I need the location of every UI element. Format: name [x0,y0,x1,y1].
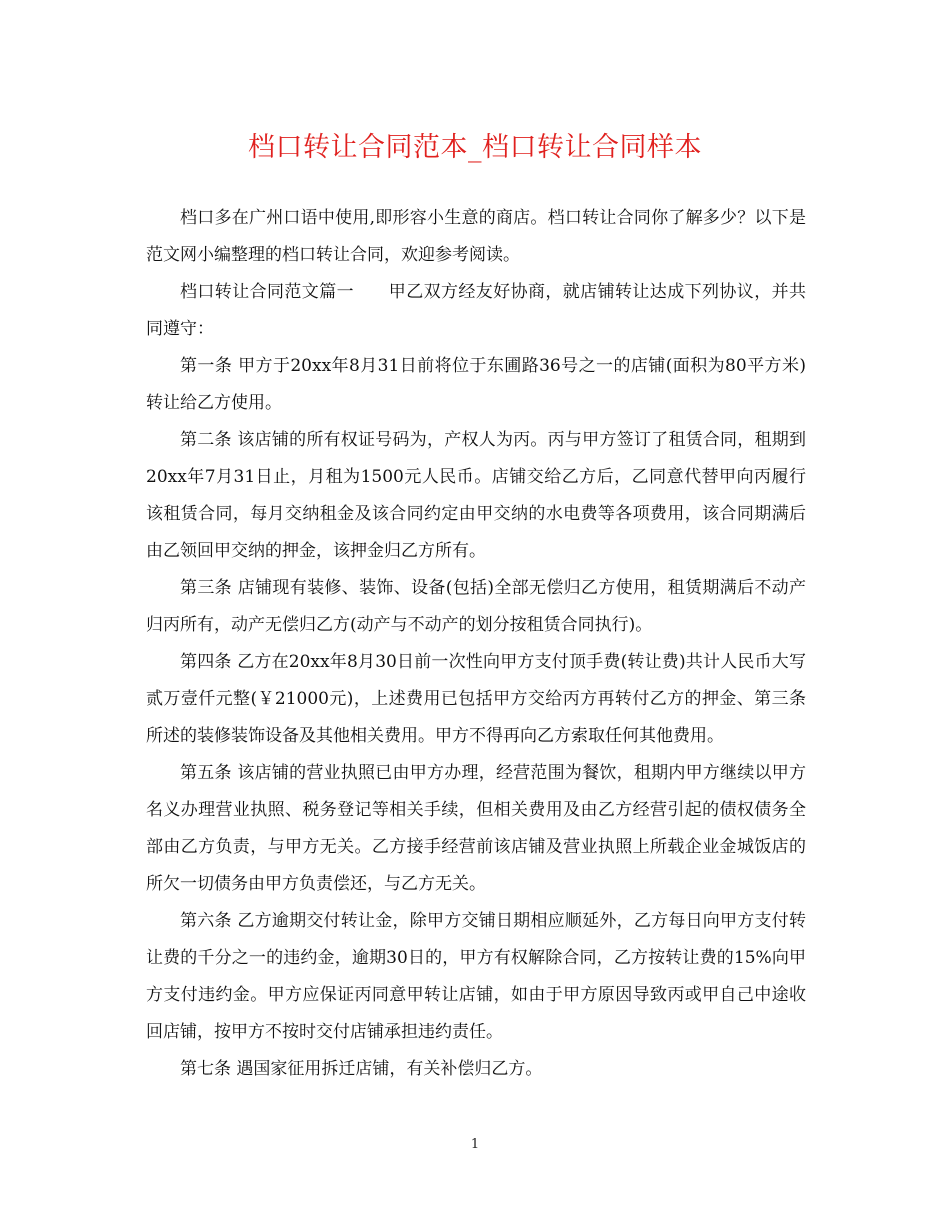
paragraph-article-7: 第七条 遇国家征用拆迁店铺，有关补偿归乙方。 [180,1059,543,1079]
paragraph-article-4: 第四条 乙方在20xx年8月30日前一次性向甲方支付顶手费(转让费)共计人民币大写贰万壹仟元整(￥21000元)，上述费用已包括甲方交给丙方再转付乙方的押金、第三条所述的装修装饰设备及其他相关费用。甲方不得再向乙方索取任何其他费用。 [146,652,806,746]
document-title: 档口转让合同范本_档口转让合同样本 [248,132,702,163]
paragraph-article-3: 第三条 店铺现有装修、装饰、设备(包括)全部无偿归乙方使用，租赁期满后不动产归丙所有，动产无偿归乙方(动产与不动产的划分按租赁合同执行)。 [146,578,806,635]
paragraph-article-2: 第二条 该店铺的所有权证号码为，产权人为丙。丙与甲方签订了租赁合同，租期到20xx年7月31日止，月租为1500元人民币。店铺交给乙方后，乙同意代替甲向丙履行该租赁合同，每月交纳租金及该合同约定由甲交纳的水电费等各项费用，该合同期满后由乙领回甲交纳的押金，该押金归乙方所有。 [146,430,806,561]
paragraph-article-6: 第六条 乙方逾期交付转让金，除甲方交铺日期相应顺延外，乙方每日向甲方支付转让费的千分之一的违约金，逾期30日的，甲方有权解除合同，乙方按转让费的15%向甲方支付违约金。甲方应保证丙同意甲转让店铺，如由于甲方原因导致丙或甲自己中途收回店铺，按甲方不按时交付店铺承担违约责任。 [146,911,806,1042]
paragraph-intro: 档口多在广州口语中使用,即形容小生意的商店。档口转让合同你了解多少？以下是范文网小编整理的档口转让合同，欢迎参考阅读。 [146,208,806,265]
paragraph-article-1: 第一条 甲方于20xx年8月31日前将位于东圃路36号之一的店铺(面积为80平方米)转让给乙方使用。 [146,356,806,413]
paragraph-preamble: 档口转让合同范文篇一 甲乙双方经友好协商，就店铺转让达成下列协议，并共同遵守： [146,282,806,339]
paragraph-article-5: 第五条 该店铺的营业执照已由甲方办理，经营范围为餐饮，租期内甲方继续以甲方名义办理营业执照、税务登记等相关手续，但相关费用及由乙方经营引起的债权债务全部由乙方负责，与甲方无关。乙方接手经营前该店铺及营业执照上所载企业金城饭店的所欠一切债务由甲方负责偿还，与乙方无关。 [146,763,806,894]
document-body [146,200,806,1088]
page-number: 1 [470,1137,480,1152]
